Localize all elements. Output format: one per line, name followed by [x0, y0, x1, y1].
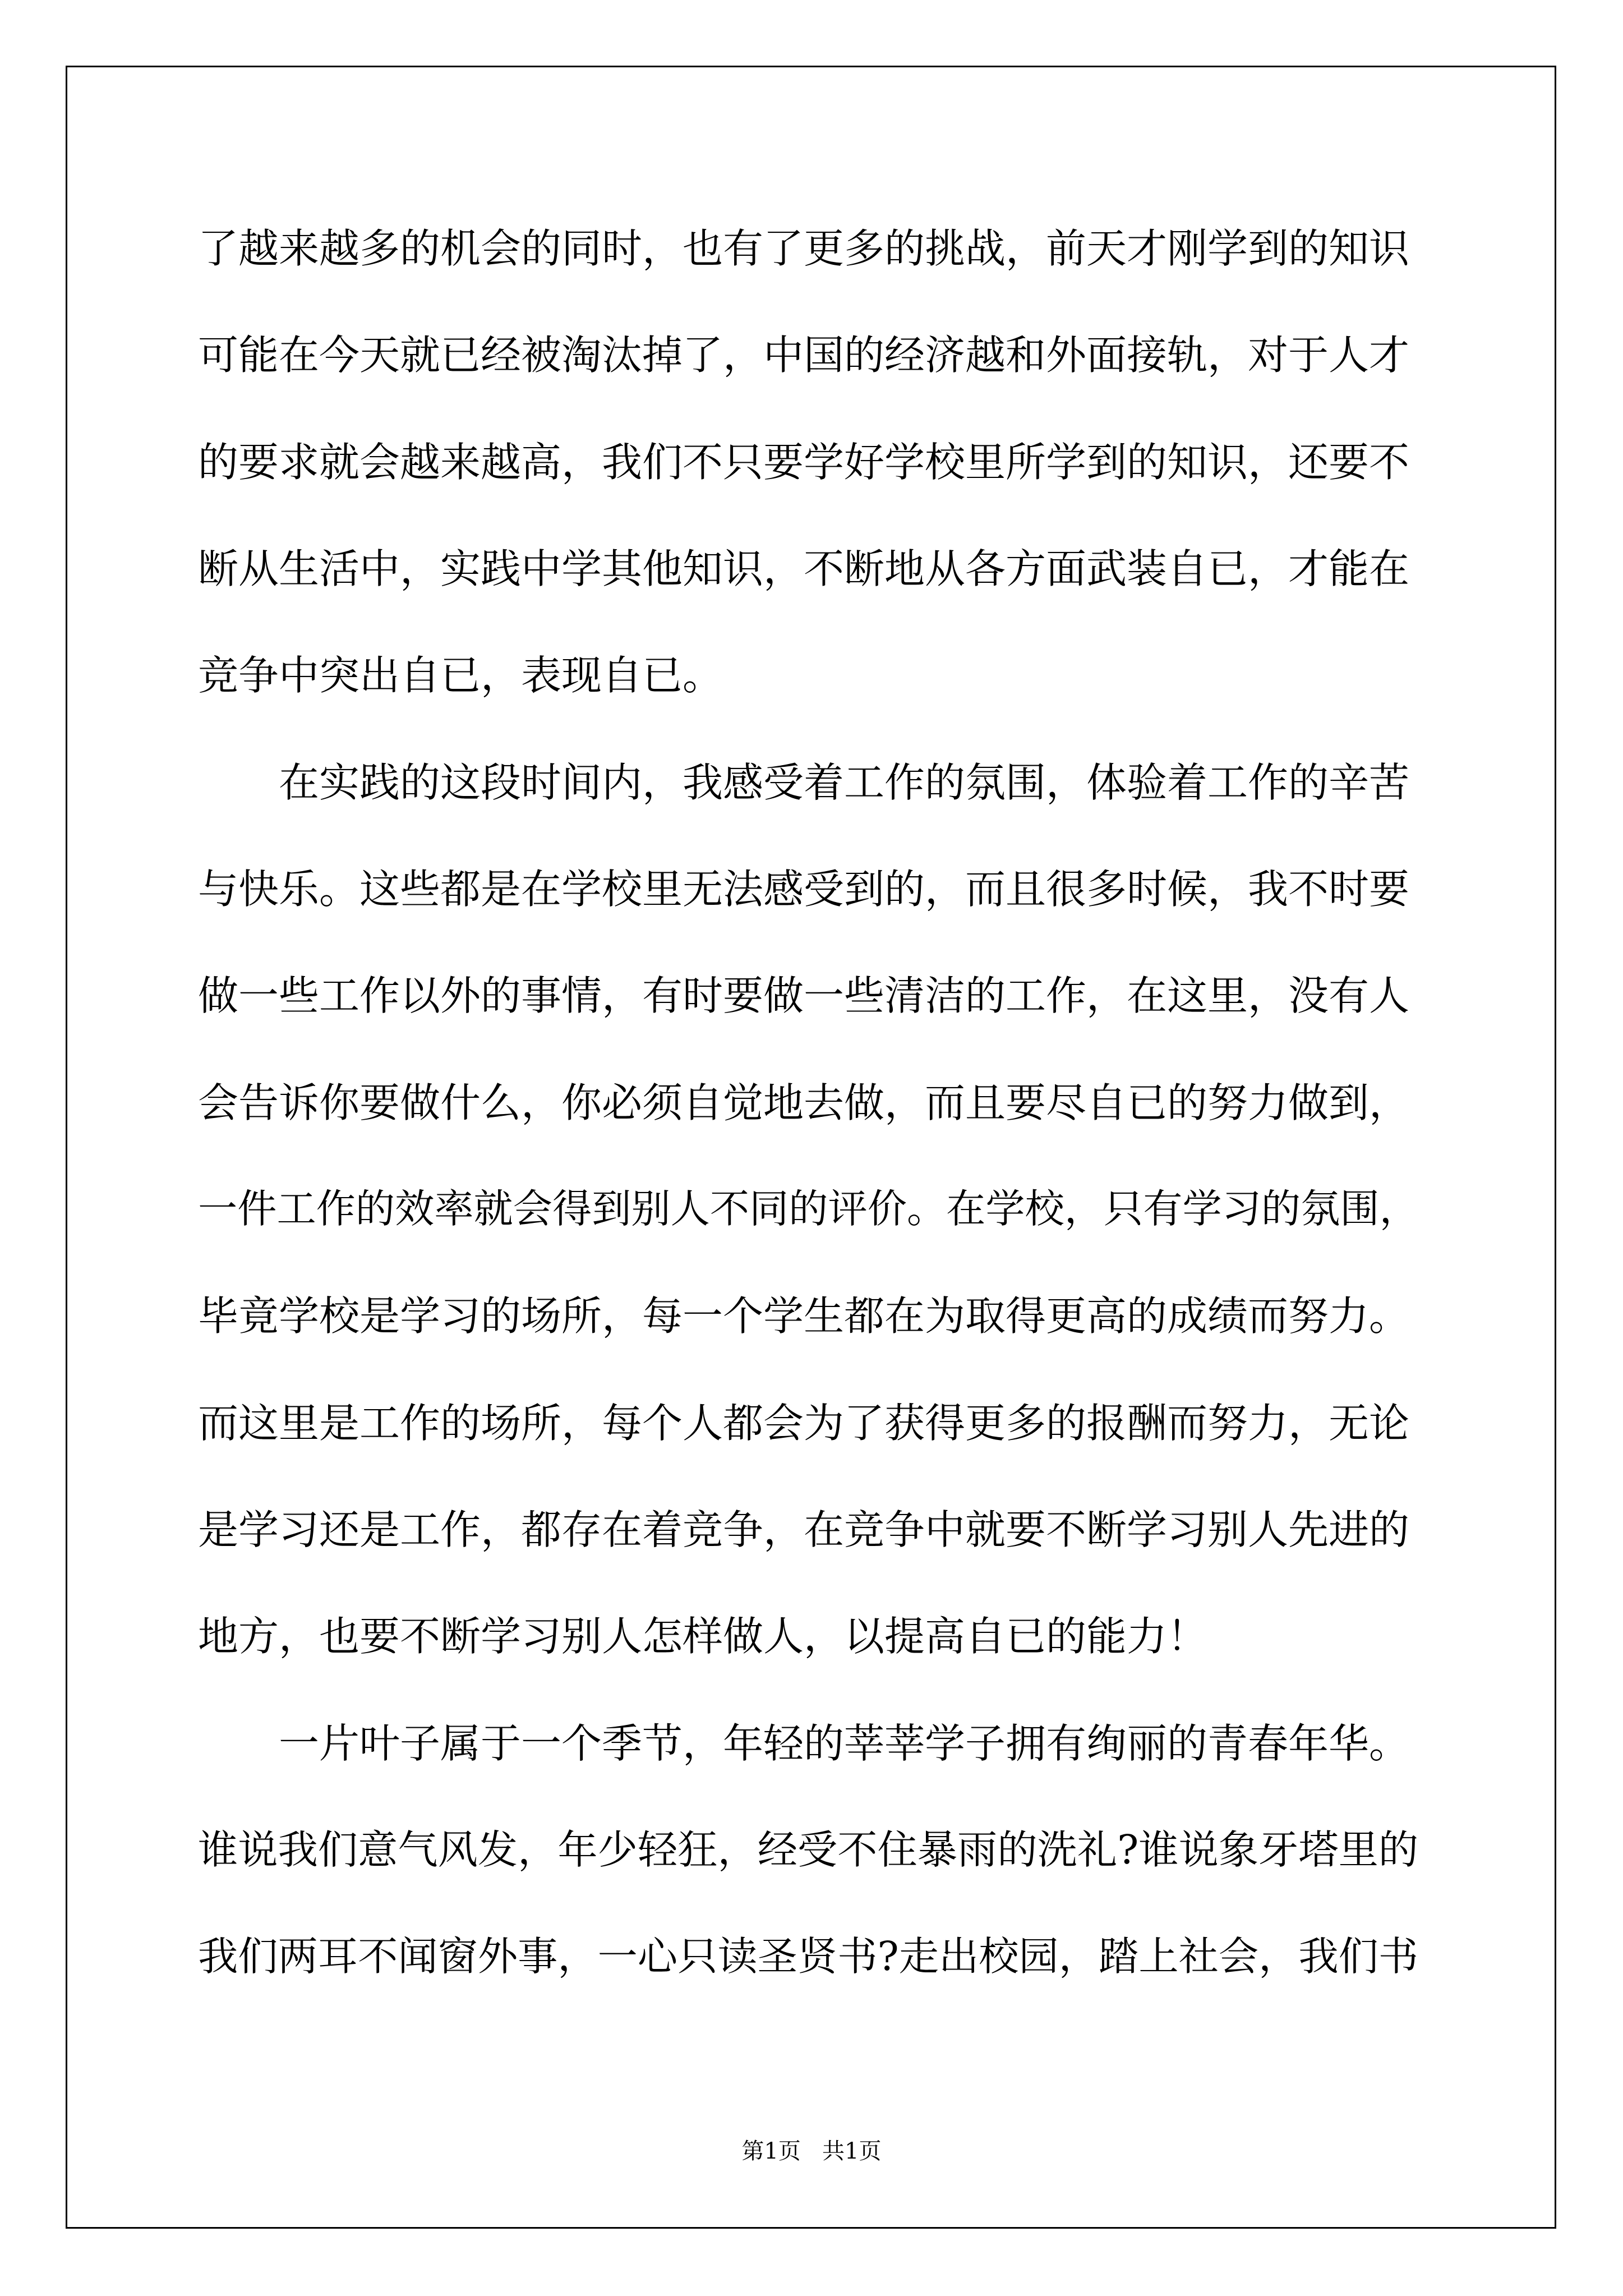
- text-line: 会告诉你要做什么，你必须自觉地去做，而且要尽自已的努力做到，: [198, 1079, 1410, 1126]
- text-line: 地方，也要不断学习别人怎样做人，以提高自已的能力！: [198, 1613, 1208, 1660]
- text-line: 断从生活中，实践中学其他知识，不断地从各方面武装自已，才能在: [198, 545, 1410, 592]
- text-line: 的要求就会越来越高，我们不只要学好学校里所学到的知识，还要不: [198, 439, 1410, 486]
- text-line: 竞争中突出自已，表现自已。: [198, 652, 723, 699]
- text-line: 是学习还是工作，都存在着竞争，在竞争中就要不断学习别人先进的: [198, 1506, 1410, 1553]
- paragraph-first-line: 一片叶子属于一个季节，年轻的莘莘学子拥有绚丽的青春年华。: [279, 1720, 1410, 1767]
- text-line: 做一些工作以外的事情，有时要做一些清洁的工作，在这里，没有人: [198, 972, 1410, 1019]
- text-line: 了越来越多的机会的同时，也有了更多的挑战，前天才刚学到的知识: [198, 225, 1410, 272]
- text-line: 毕竟学校是学习的场所，每一个学生都在为取得更高的成绩而努力。: [198, 1292, 1410, 1340]
- page-border: [66, 66, 1556, 2229]
- text-line: 与快乐。这些都是在学校里无法感受到的，而且很多时候，我不时要: [198, 866, 1410, 913]
- text-line: 可能在今天就已经被淘汰掉了，中国的经济越和外面接轨，对于人才: [198, 332, 1410, 379]
- text-line: 我们两耳不闻窗外事，一心只读圣贤书?走出校园，踏上社会，我们书: [198, 1933, 1419, 1980]
- text-line: 一件工作的效率就会得到别人不同的评价。在学校，只有学习的氛围，: [198, 1186, 1419, 1232]
- paragraph-first-line: 在实践的这段时间内，我感受着工作的氛围，体验着工作的辛苦: [279, 759, 1410, 806]
- text-line: 谁说我们意气风发，年少轻狂，经受不住暴雨的洗礼?谁说象牙塔里的: [198, 1826, 1419, 1873]
- page-footer: 第1页 共1页: [741, 2138, 882, 2164]
- text-line: 而这里是工作的场所，每个人都会为了获得更多的报酬而努力，无论: [198, 1400, 1410, 1447]
